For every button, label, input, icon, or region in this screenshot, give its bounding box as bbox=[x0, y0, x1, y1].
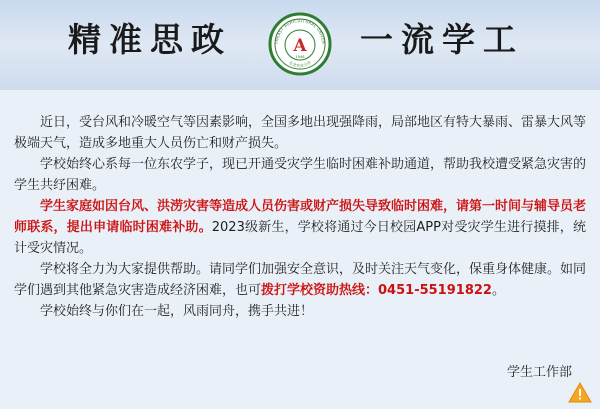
logo-letter: A bbox=[293, 36, 307, 56]
banner-left-title: 精准思政 bbox=[68, 20, 232, 59]
notice-paragraph-1: 近日，受台风和冷暖空气等因素影响，全国多地出现强降雨，局部地区有特大暴雨、雷暴大风等极端天气，造成多地重大人员伤亡和财产损失。 bbox=[14, 115, 587, 151]
notice-highlight: 学生家庭如因台风、洪涝灾害等造成人员伤害或财产损失导致临时困难，请第一时间与辅导员老师联系，提出申请临时困难补助。 bbox=[14, 199, 587, 235]
notice-paragraph-4-end: 。 bbox=[491, 283, 505, 298]
logo-sub-text: 东北农业大学 bbox=[288, 59, 312, 69]
logo-year: 1948 bbox=[295, 55, 305, 59]
university-seal-icon bbox=[268, 12, 332, 76]
notice-paragraph-4 bbox=[14, 259, 586, 301]
notice-paragraph-2: 学校始终心系每一位东农学子，现已开通受灾学生临时困难补助通道，帮助我校遭受紧急灾害的学生共纾困难。 bbox=[14, 157, 587, 193]
signature: 学生工作部 bbox=[506, 365, 572, 380]
warning-triangle-icon[interactable] bbox=[568, 381, 592, 405]
notice-paragraph-3 bbox=[14, 196, 586, 259]
hotline-highlight: 拨打学校资助热线：0451-55191822 bbox=[261, 283, 492, 298]
notice-paragraph-4-text: 学校将全力为大家提供帮助。请同学们加强安全意识，及时关注天气变化，保重身体健康。如同学们遇到其他紧急灾害造成经济困难，也可 bbox=[14, 262, 587, 298]
notice-paragraph-5: 学校始终与你们在一起，风雨同舟，携手共进！ bbox=[40, 304, 314, 319]
notice-body bbox=[14, 112, 586, 322]
header-banner bbox=[0, 0, 600, 90]
notice-paragraph-3-rest: 2023级新生，学校将通过今日校园APP对受灾学生进行摸排，统计受灾情况。 bbox=[14, 220, 586, 256]
banner-right-title: 一流学工 bbox=[360, 20, 524, 59]
logo-arc-text: THEAST AGRICULTURAL UNIVER bbox=[273, 17, 327, 45]
